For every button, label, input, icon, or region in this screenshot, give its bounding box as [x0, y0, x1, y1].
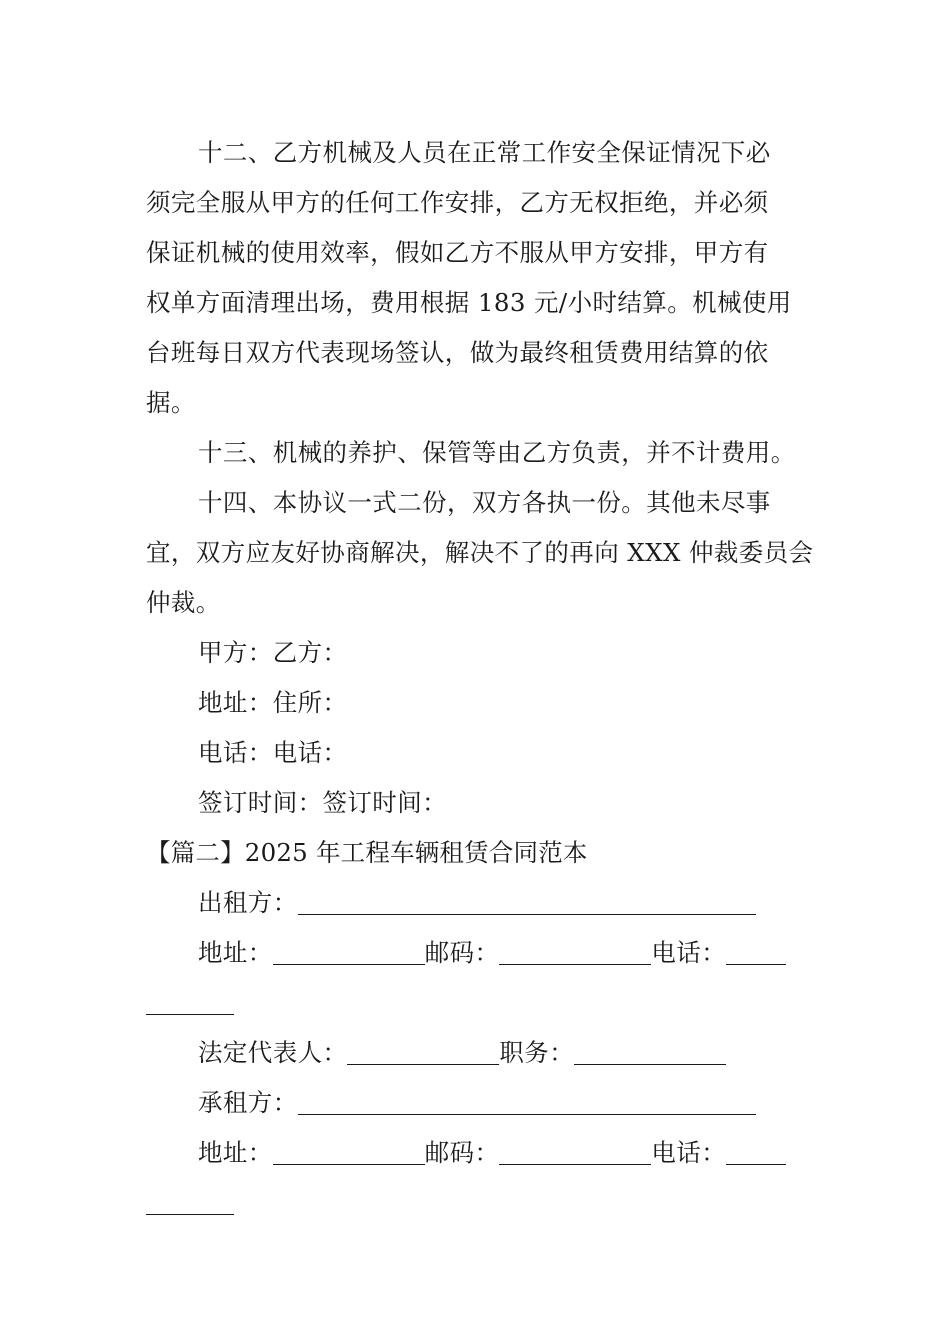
signature-address: 地址：住所： [198, 688, 348, 717]
lessor-address-blank[interactable] [273, 930, 425, 965]
lessee-postcode-blank[interactable] [499, 1130, 651, 1165]
clause12-line-2: 须完全服从甲方的任何工作安排，乙方无权拒绝，并必须 [146, 188, 769, 217]
lessee-label: 承租方： [198, 1088, 298, 1117]
lessee-address-label: 地址： [198, 1138, 273, 1167]
signature-phone: 电话：电话： [198, 738, 348, 767]
clause12-line-6: 据。 [146, 388, 196, 417]
lessor-phone-label: 电话： [651, 938, 727, 967]
lessee-phone-blank-continued[interactable] [146, 1180, 234, 1215]
lessee-postcode-label: 邮码： [424, 1138, 500, 1167]
lessee-blank[interactable] [298, 1080, 756, 1115]
lessor-address-label: 地址： [198, 938, 273, 967]
section2-heading: 【篇二】2025 年工程车辆租赁合同范本 [146, 838, 588, 867]
lessor-blank[interactable] [298, 880, 756, 915]
lessee-address-row [146, 1128, 808, 1178]
clause14-line-3: 仲裁。 [146, 588, 221, 617]
lessee-phone-continuation [146, 1178, 808, 1228]
document-page [146, 128, 814, 1228]
rep-row [146, 1028, 808, 1078]
lessor-phone-blank-continued[interactable] [146, 980, 234, 1015]
rep-blank[interactable] [347, 1030, 499, 1065]
clause12-line-5: 台班每日双方代表现场签认，做为最终租赁费用结算的依 [146, 338, 769, 367]
signature-party: 甲方：乙方： [198, 638, 348, 667]
clause14-line-1: 十四、本协议一式二份，双方各执一份。其他未尽事 [198, 488, 771, 517]
lessor-postcode-blank[interactable] [499, 930, 651, 965]
clause14-line-2: 宜，双方应友好协商解决，解决不了的再向 XXX 仲裁委员会 [146, 538, 814, 567]
lessee-phone-blank[interactable] [726, 1130, 786, 1165]
lessor-address-row [146, 928, 808, 978]
lessee-row [146, 1078, 808, 1128]
lessor-row [146, 878, 808, 928]
lessor-phone-continuation [146, 978, 808, 1028]
lessor-phone-blank[interactable] [726, 930, 786, 965]
position-label: 职务： [499, 1038, 575, 1067]
lessee-address-blank[interactable] [273, 1130, 425, 1165]
lessor-postcode-label: 邮码： [424, 938, 500, 967]
clause13-line-1: 十三、机械的养护、保管等由乙方负责，并不计费用。 [198, 438, 796, 467]
clause12-line-4: 权单方面清理出场，费用根据 183 元/小时结算。机械使用 [146, 288, 792, 317]
signature-date: 签订时间：签订时间： [198, 788, 447, 817]
clause12-line-1: 十二、乙方机械及人员在正常工作安全保证情况下必 [198, 138, 771, 167]
position-blank[interactable] [574, 1030, 726, 1065]
rep-label: 法定代表人： [198, 1038, 348, 1067]
clause12-line-3: 保证机械的使用效率，假如乙方不服从甲方安排，甲方有 [146, 238, 769, 267]
lessee-phone-label: 电话： [651, 1138, 727, 1167]
lessor-label: 出租方： [198, 888, 298, 917]
